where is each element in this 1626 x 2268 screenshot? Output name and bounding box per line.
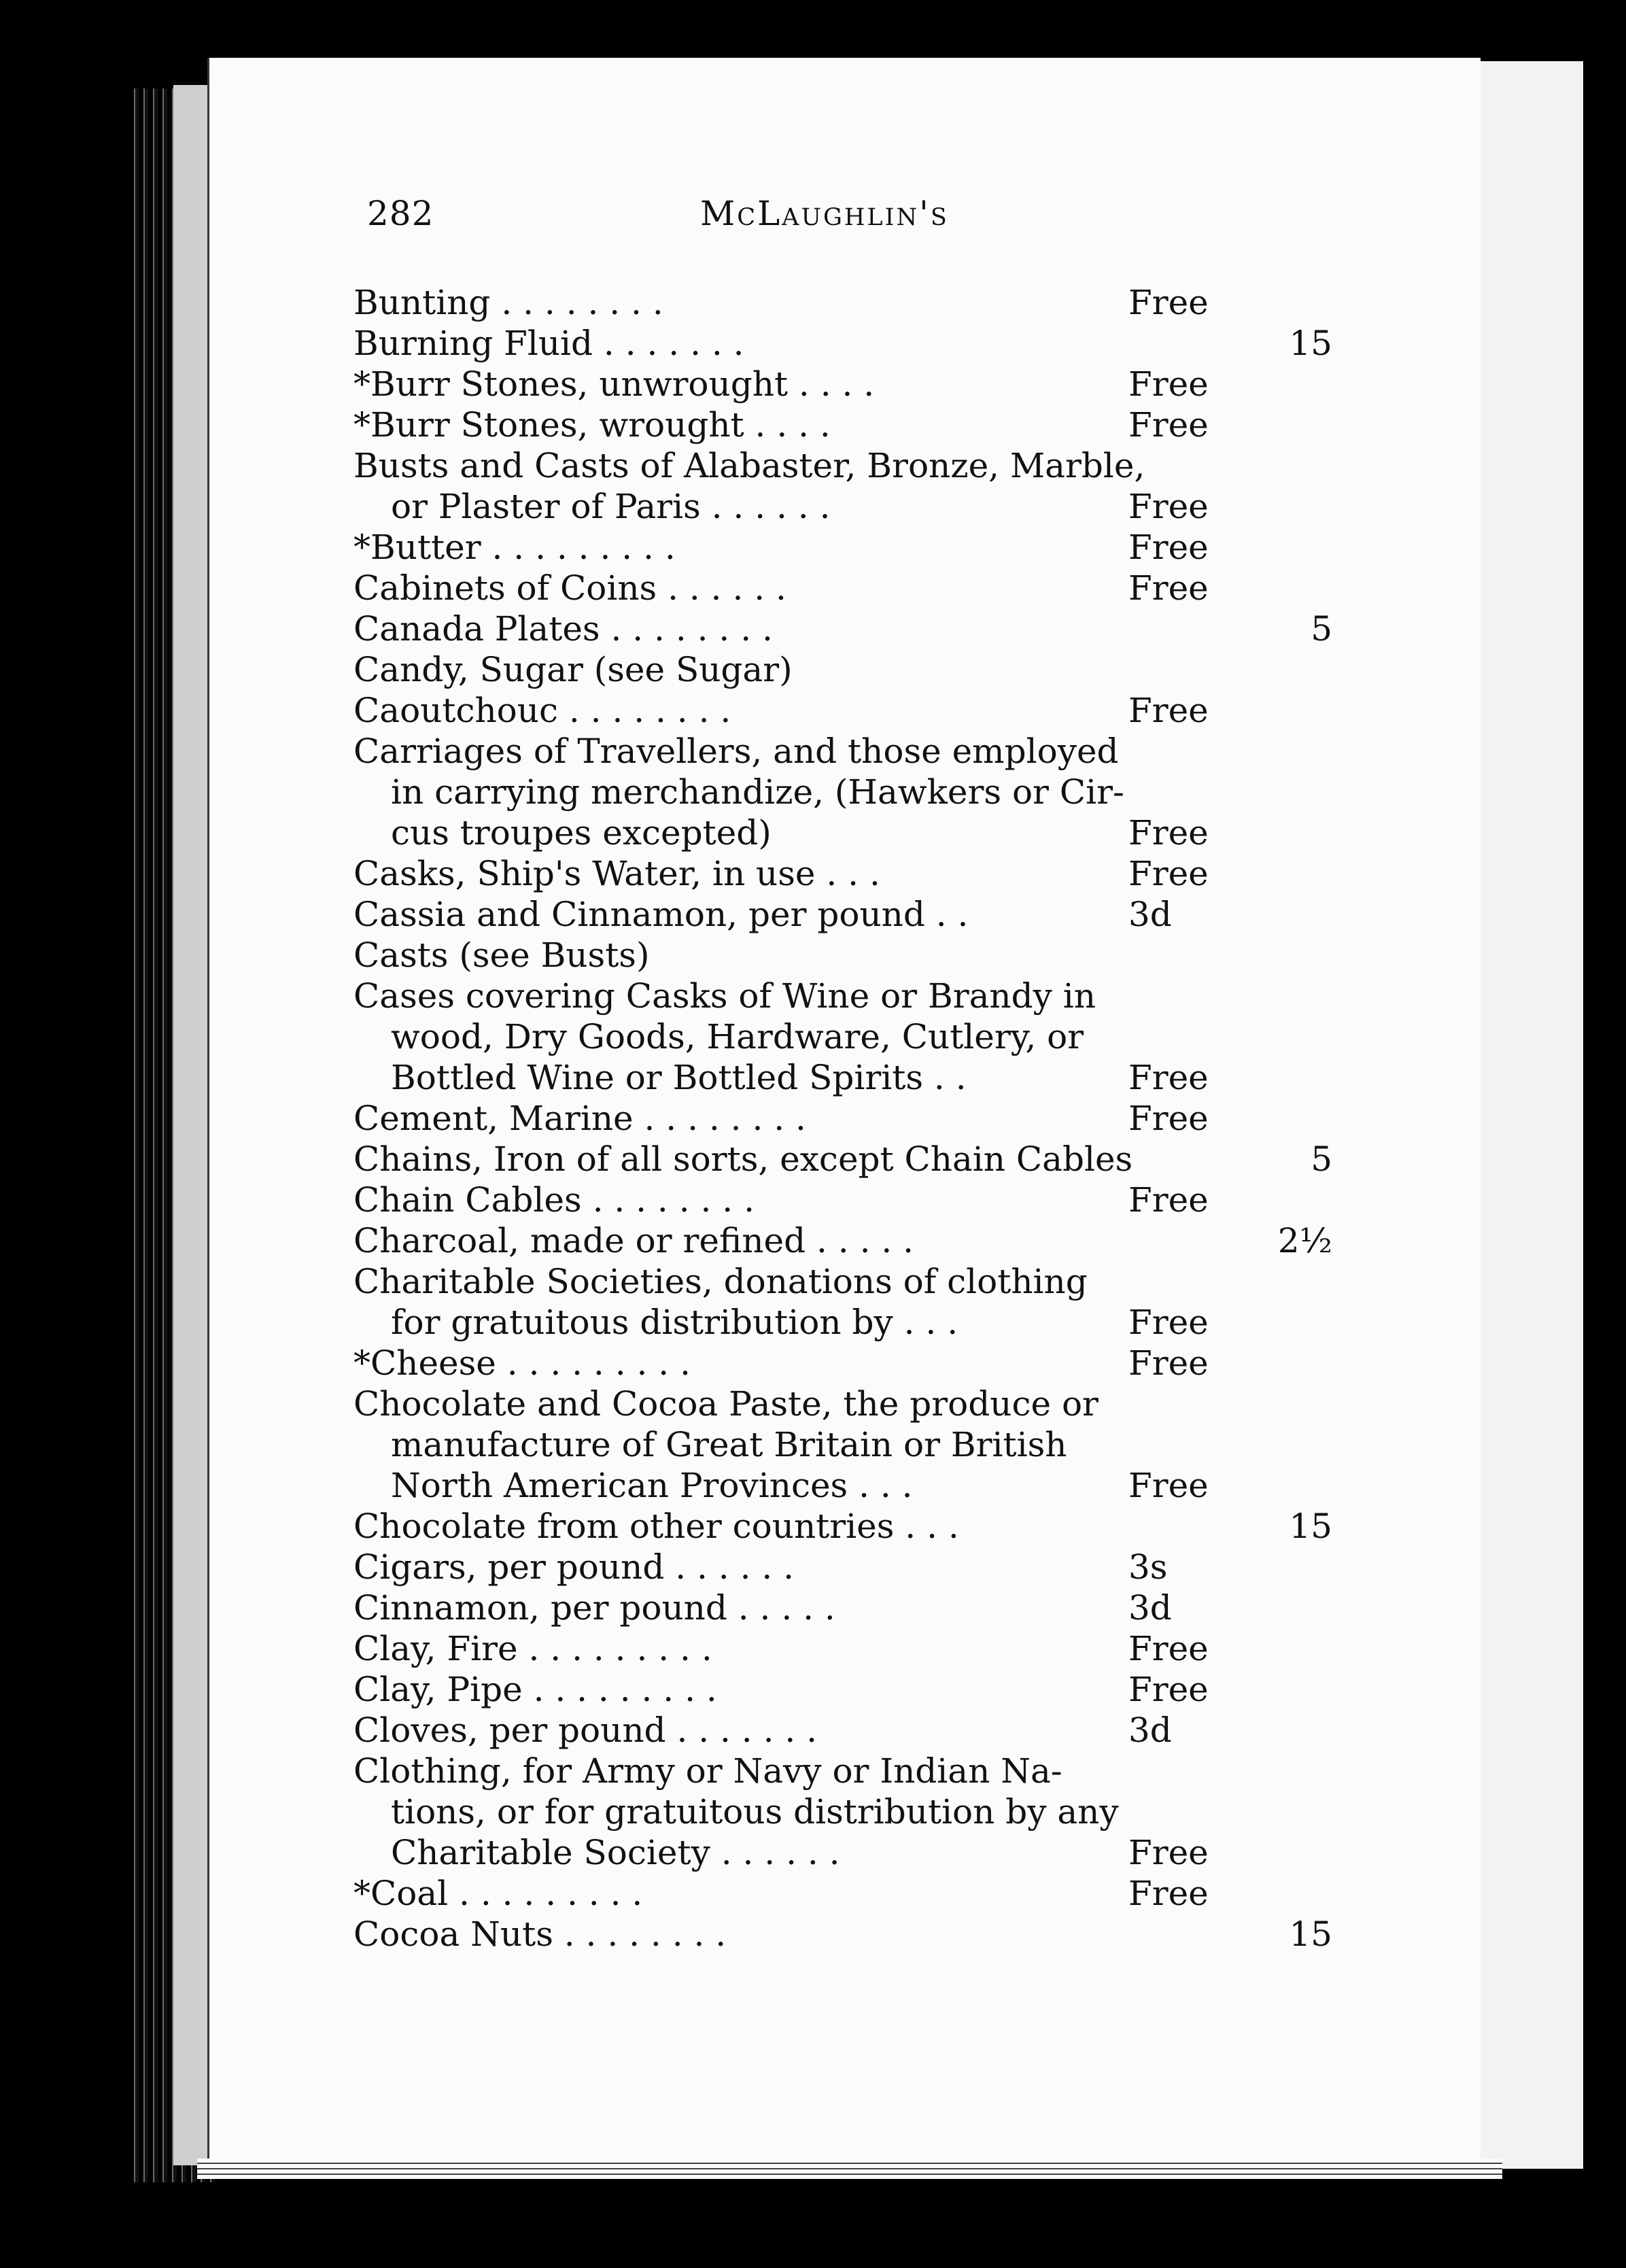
entry-duty-value: Free bbox=[1128, 1466, 1209, 1505]
tariff-entry bbox=[353, 1506, 1332, 1547]
entry-duty-value: Free bbox=[1128, 1303, 1209, 1342]
entry-continuation-text: wood, Dry Goods, Hardware, Cutlery, or bbox=[391, 1017, 1084, 1056]
page-stack-bottom bbox=[197, 2159, 1502, 2179]
entry-item-text: Chains, Iron of all sorts, except Chain Cables bbox=[353, 1139, 1133, 1179]
tariff-list bbox=[353, 282, 1332, 1955]
entry-continuation-text: in carrying merchandize, (Hawkers or Cir- bbox=[391, 772, 1124, 812]
entry-duty-value: 3d bbox=[1128, 895, 1172, 934]
entry-item-text: Cement, Marine . . . . . . . . bbox=[353, 1099, 806, 1138]
entry-continuation-text: cus troupes excepted) bbox=[391, 813, 772, 853]
entry-ad-valorem-rate: 5 bbox=[1311, 609, 1332, 649]
entry-duty-value: Free bbox=[1128, 1874, 1209, 1913]
entry-item-text: Cinnamon, per pound . . . . . bbox=[353, 1588, 835, 1628]
entry-item-text: Casks, Ship's Water, in use . . . bbox=[353, 854, 880, 893]
entry-ad-valorem-rate: 15 bbox=[1289, 1914, 1332, 1954]
tariff-entry bbox=[353, 1710, 1332, 1751]
tariff-entry bbox=[353, 1547, 1332, 1587]
entry-duty-value: Free bbox=[1128, 854, 1209, 893]
facing-page-edge bbox=[1472, 61, 1583, 2169]
tariff-entry bbox=[353, 527, 1332, 568]
entry-item-text: Clay, Pipe . . . . . . . . . bbox=[353, 1670, 717, 1709]
entry-continuation-text: tions, or for gratuitous distribution by any bbox=[391, 1792, 1119, 1832]
entry-ad-valorem-rate: 5 bbox=[1311, 1139, 1332, 1179]
entry-duty-value: Free bbox=[1128, 1058, 1209, 1097]
entry-item-text: Charitable Societies, donations of clothing bbox=[353, 1262, 1088, 1301]
entry-item-text: *Butter . . . . . . . . . bbox=[353, 528, 676, 567]
tariff-entry bbox=[353, 1139, 1332, 1180]
tariff-entry bbox=[353, 853, 1332, 894]
page-stack-edge bbox=[173, 85, 211, 2165]
tariff-entry bbox=[353, 608, 1332, 649]
entry-item-text: Clay, Fire . . . . . . . . . bbox=[353, 1629, 712, 1668]
tariff-entry bbox=[353, 894, 1332, 935]
entry-item-text: Caoutchouc . . . . . . . . bbox=[353, 691, 731, 730]
entry-item-text: Cases covering Casks of Wine or Brandy in bbox=[353, 976, 1096, 1016]
entry-continuation-text: Charitable Society . . . . . . bbox=[391, 1833, 840, 1872]
tariff-entry bbox=[353, 282, 1332, 323]
tariff-entry bbox=[353, 1587, 1332, 1628]
tariff-entry bbox=[353, 1669, 1332, 1710]
entry-continuation-text: North American Provinces . . . bbox=[391, 1466, 913, 1505]
running-head bbox=[367, 194, 1340, 248]
tariff-entry bbox=[353, 1751, 1332, 1873]
tariff-entry bbox=[353, 976, 1332, 1098]
tariff-entry bbox=[353, 1384, 1332, 1506]
entry-duty-value: Free bbox=[1128, 405, 1209, 445]
entry-item-text: *Coal . . . . . . . . . bbox=[353, 1874, 643, 1913]
entry-duty-value: 3d bbox=[1128, 1588, 1172, 1628]
entry-item-text: Cassia and Cinnamon, per pound . . bbox=[353, 895, 969, 934]
entry-duty-value: Free bbox=[1128, 568, 1209, 608]
tariff-entry bbox=[353, 1343, 1332, 1384]
entry-item-text: *Cheese . . . . . . . . . bbox=[353, 1343, 691, 1383]
running-title: McLaughlin's bbox=[700, 194, 949, 233]
entry-duty-value: Free bbox=[1128, 691, 1209, 730]
entry-duty-value: Free bbox=[1128, 1833, 1209, 1872]
entry-continuation-text: or Plaster of Paris . . . . . . bbox=[391, 487, 831, 526]
tariff-entry bbox=[353, 690, 1332, 731]
entry-item-text: Chocolate from other countries . . . bbox=[353, 1507, 959, 1546]
entry-item-text: Carriages of Travellers, and those employed bbox=[353, 732, 1119, 771]
entry-item-text: Cocoa Nuts . . . . . . . . bbox=[353, 1914, 727, 1954]
page-number: 282 bbox=[367, 194, 434, 233]
tariff-entry bbox=[353, 364, 1332, 405]
entry-duty-value: Free bbox=[1128, 1343, 1209, 1383]
entry-continuation-text: manufacture of Great Britain or British bbox=[391, 1425, 1067, 1464]
entry-duty-value: Free bbox=[1128, 813, 1209, 853]
tariff-entry bbox=[353, 649, 1332, 690]
entry-item-text: Chain Cables . . . . . . . . bbox=[353, 1180, 755, 1220]
entry-item-text: Busts and Casts of Alabaster, Bronze, Marble, bbox=[353, 446, 1145, 485]
tariff-entry bbox=[353, 1261, 1332, 1343]
entry-item-text: Chocolate and Cocoa Paste, the produce or bbox=[353, 1384, 1099, 1424]
entry-duty-value: Free bbox=[1128, 1629, 1209, 1668]
entry-item-text: Candy, Sugar (see Sugar) bbox=[353, 650, 793, 689]
entry-duty-value: Free bbox=[1128, 487, 1209, 526]
tariff-entry bbox=[353, 1914, 1332, 1955]
tariff-entry bbox=[353, 1180, 1332, 1220]
entry-duty-value: Free bbox=[1128, 528, 1209, 567]
tariff-entry bbox=[353, 568, 1332, 608]
tariff-entry bbox=[353, 935, 1332, 976]
tariff-entry bbox=[353, 1628, 1332, 1669]
entry-ad-valorem-rate: 15 bbox=[1289, 324, 1332, 363]
tariff-entry bbox=[353, 1098, 1332, 1139]
entry-item-text: Cabinets of Coins . . . . . . bbox=[353, 568, 786, 608]
tariff-entry bbox=[353, 445, 1332, 527]
entry-item-text: Charcoal, made or refined . . . . . bbox=[353, 1221, 914, 1260]
entry-item-text: Cloves, per pound . . . . . . . bbox=[353, 1711, 818, 1750]
entry-item-text: Clothing, for Army or Navy or Indian Na- bbox=[353, 1751, 1062, 1791]
entry-continuation-text: for gratuitous distribution by . . . bbox=[391, 1303, 958, 1342]
entry-ad-valorem-rate: 2½ bbox=[1277, 1221, 1332, 1260]
tariff-entry bbox=[353, 323, 1332, 364]
entry-item-text: Burning Fluid . . . . . . . bbox=[353, 324, 744, 363]
tariff-entry bbox=[353, 1220, 1332, 1261]
entry-item-text: *Burr Stones, unwrought . . . . bbox=[353, 364, 875, 404]
entry-item-text: Bunting . . . . . . . . bbox=[353, 283, 663, 322]
entry-duty-value: Free bbox=[1128, 364, 1209, 404]
entry-duty-value: 3d bbox=[1128, 1711, 1172, 1750]
entry-duty-value: Free bbox=[1128, 1180, 1209, 1220]
entry-item-text: Cigars, per pound . . . . . . bbox=[353, 1547, 795, 1587]
entry-item-text: Canada Plates . . . . . . . . bbox=[353, 609, 773, 649]
entry-duty-value: Free bbox=[1128, 283, 1209, 322]
tariff-entry bbox=[353, 1873, 1332, 1914]
entry-duty-value: Free bbox=[1128, 1670, 1209, 1709]
entry-item-text: Casts (see Busts) bbox=[353, 935, 650, 975]
entry-duty-value: Free bbox=[1128, 1099, 1209, 1138]
entry-item-text: *Burr Stones, wrought . . . . bbox=[353, 405, 831, 445]
entry-continuation-text: Bottled Wine or Bottled Spirits . . bbox=[391, 1058, 967, 1097]
entry-duty-value: 3s bbox=[1128, 1547, 1168, 1587]
tariff-entry bbox=[353, 405, 1332, 445]
entry-ad-valorem-rate: 15 bbox=[1289, 1507, 1332, 1546]
tariff-entry bbox=[353, 731, 1332, 853]
